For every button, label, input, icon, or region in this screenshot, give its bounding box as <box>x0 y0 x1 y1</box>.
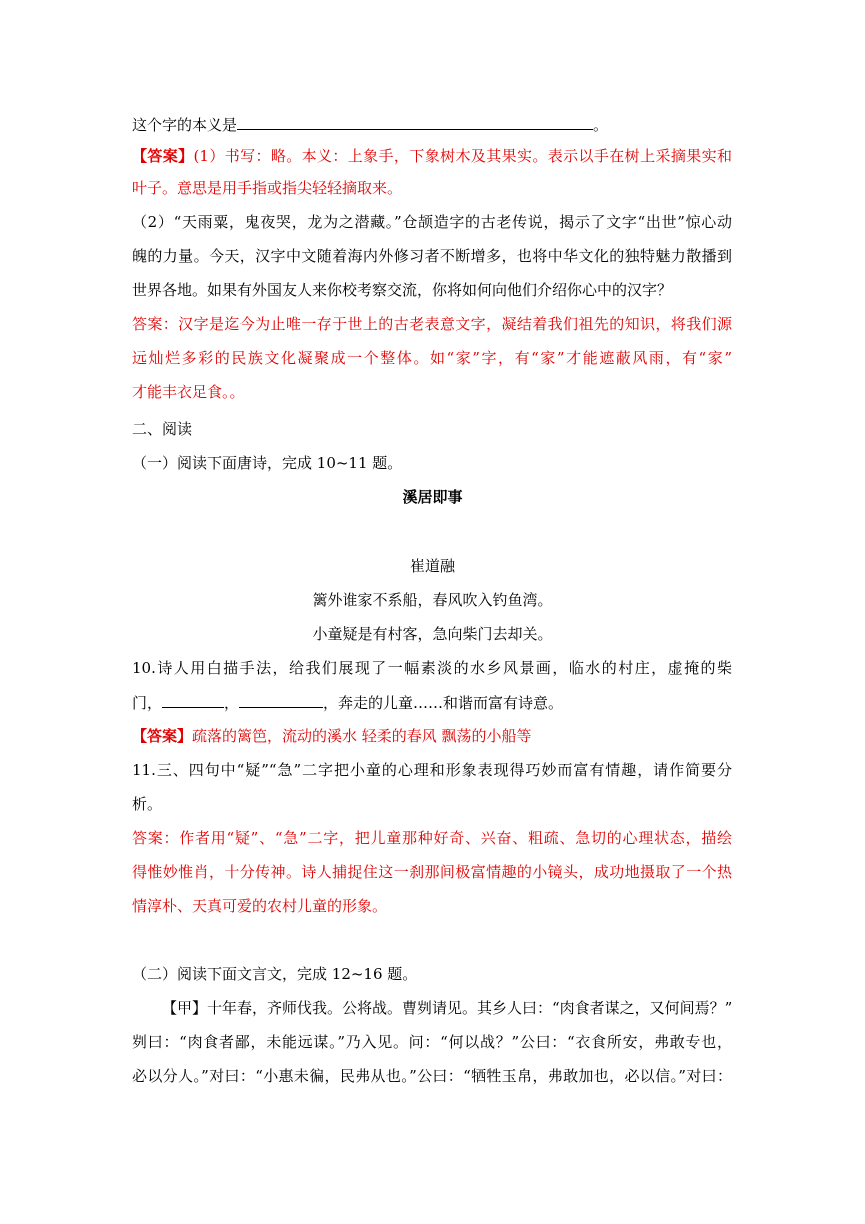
answer-text: (1）书写：略。本义：上象手，下象树木及其果实。表示以手在树上采摘果实和 <box>193 147 732 165</box>
answer-blank[interactable] <box>237 114 593 130</box>
section-heading: 二、阅读 <box>132 420 193 438</box>
q9-part2-line-1: （2）“天雨粟，鬼夜哭，龙为之潜藏。”仓颉造字的古老传说，揭示了文字“出世”惊心动 <box>132 213 732 231</box>
q9-part1-suffix: 。 <box>593 116 609 134</box>
answer-11-line-3: 情淳朴、天真可爱的农村儿童的形象。 <box>132 897 388 915</box>
q9-part2-line-3: 世界各地。如果有外国友人来你校考察交流，你将如何向他们介绍你心中的汉字？ <box>132 281 673 299</box>
q10-text-a: 门， <box>132 694 163 712</box>
poem-author: 崔道融 <box>409 557 455 575</box>
passage-line-1: 【甲】十年春，齐师伐我。公将战。曹刿请见。其乡人曰：“肉食者谋之，又何间焉？” <box>162 999 733 1017</box>
q10-text-c: ，奔走的儿童……和谐而富有诗意。 <box>323 694 564 712</box>
answer-label: 【答案】 <box>132 727 193 745</box>
poem-line-1: 篱外谁家不系船，春风吹入钓鱼湾。 <box>312 591 553 609</box>
answer-10 <box>132 726 532 746</box>
answer-2-line-2: 远灿烂多彩的民族文化凝聚成一个整体。如“家”字，有“家”才能遮蔽风雨，有“家” <box>132 349 732 367</box>
q11-line-2: 析。 <box>132 795 163 813</box>
passage-line-3: 必以分人。”对曰：“小惠未徧，民弗从也。”公曰：“牺牲玉帛，弗敢加也，必以信。”对曰： <box>132 1067 732 1085</box>
answer-blank[interactable] <box>239 692 323 708</box>
answer-1-line-2: 叶子。意思是用手指或指尖轻轻摘取来。 <box>132 179 403 197</box>
q9-part1-prefix: 这个字的本义是 <box>132 116 238 134</box>
answer-1-line-1 <box>132 146 732 166</box>
answer-label: 【答案】 <box>132 147 194 165</box>
q9-part1-line <box>132 114 608 135</box>
poem-title: 溪居即事 <box>402 488 463 506</box>
q10-line-1: 10.诗人用白描手法，给我们展现了一幅素淡的水乡风景画，临水的村庄，虚掩的柴 <box>132 659 732 677</box>
answer-blank[interactable] <box>162 692 224 708</box>
answer-11-line-1: 答案：作者用“疑”、“急”二字，把儿童那种好奇、兴奋、粗疏、急切的心理状态，描绘 <box>132 829 732 847</box>
part1-intro: （一）阅读下面唐诗，完成 10~11 题。 <box>132 454 403 472</box>
answer-2-line-3: 才能丰衣足食。。 <box>132 383 245 401</box>
answer-2-line-1: 答案：汉字是迄今为止唯一存于世上的古老表意文字，凝结着我们祖先的知识，将我们源 <box>132 315 732 333</box>
answer-11-line-2: 得惟妙惟肖，十分传神。诗人捕捉住这一刹那间极富情趣的小镜头，成功地摄取了一个热 <box>132 863 732 881</box>
q9-part2-line-2: 魄的力量。今天，汉字中文随着海内外修习者不断增多，也将中华文化的独特魅力散播到 <box>132 247 732 265</box>
q10-line-2 <box>132 692 563 713</box>
poem-line-2: 小童疑是有村客，急向柴门去却关。 <box>312 625 553 643</box>
part2-intro: （二）阅读下面文言文，完成 12~16 题。 <box>132 965 418 983</box>
q10-text-b: ， <box>224 694 240 712</box>
passage-line-2: 刿曰：“肉食者鄙，未能远谋。”乃入见。问：“何以战？”公曰：“衣食所安，弗敢专也， <box>132 1033 732 1051</box>
answer-text: 疏落的篱笆，流动的溪水 轻柔的春风 飘荡的小船等 <box>192 727 532 745</box>
q11-line-1: 11.三、四句中“疑”“急”二字把小童的心理和形象表现得巧妙而富有情趣，请作简要分 <box>132 761 732 779</box>
